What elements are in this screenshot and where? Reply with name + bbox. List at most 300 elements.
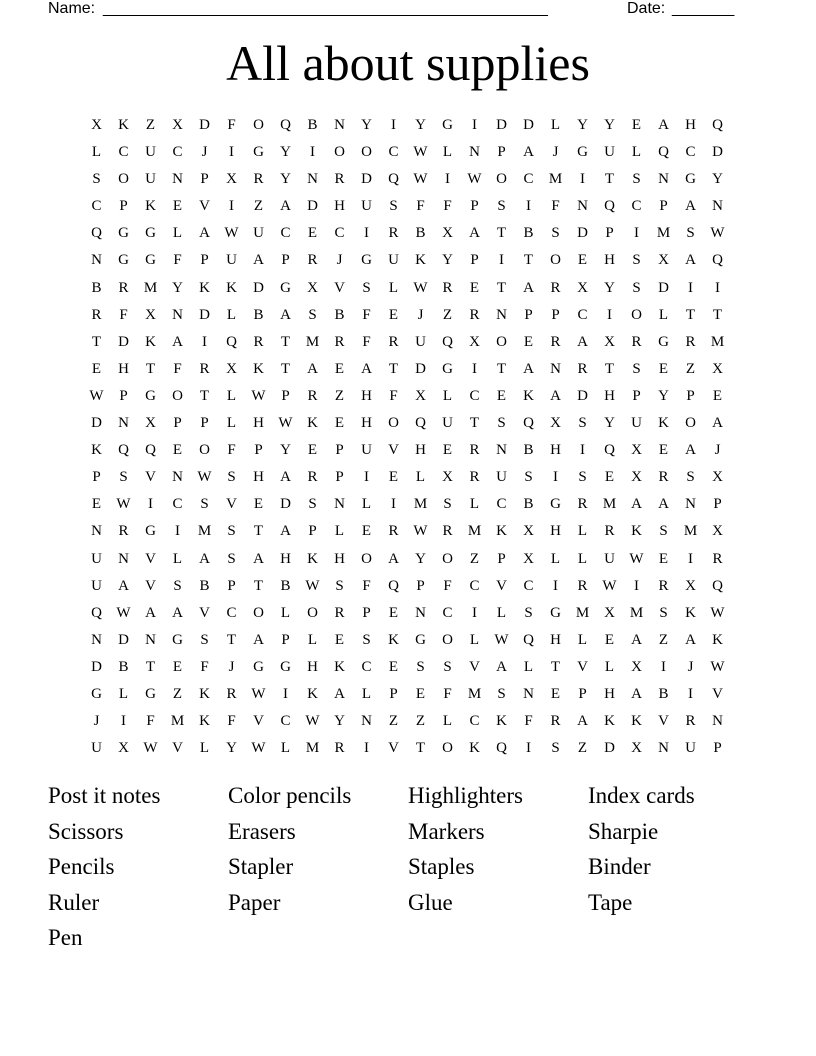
grid-letter[interactable]: S: [389, 198, 398, 215]
grid-letter[interactable]: A: [253, 550, 264, 567]
grid-letter[interactable]: A: [307, 360, 318, 377]
grid-letter[interactable]: L: [226, 415, 237, 432]
grid-letter[interactable]: H: [118, 360, 129, 377]
grid-letter[interactable]: S: [227, 523, 236, 540]
grid-letter[interactable]: A: [631, 496, 642, 513]
grid-letter[interactable]: L: [172, 550, 183, 567]
grid-letter[interactable]: I: [634, 225, 639, 242]
grid-letter[interactable]: A: [523, 360, 534, 377]
grid-letter[interactable]: I: [580, 442, 585, 459]
grid-letter[interactable]: S: [524, 604, 533, 621]
grid-letter[interactable]: K: [199, 685, 210, 702]
grid-letter[interactable]: X: [172, 117, 183, 133]
grid-letter[interactable]: E: [253, 496, 264, 513]
grid-letter[interactable]: P: [551, 306, 560, 323]
grid-letter[interactable]: R: [91, 306, 102, 323]
grid-letter[interactable]: P: [200, 252, 209, 269]
grid-letter[interactable]: X: [307, 279, 318, 296]
grid-letter[interactable]: M: [548, 171, 563, 188]
grid-letter[interactable]: U: [388, 252, 399, 269]
grid-letter[interactable]: L: [280, 740, 291, 757]
grid-letter[interactable]: E: [172, 198, 183, 215]
grid-letter[interactable]: L: [334, 523, 345, 540]
grid-letter[interactable]: Q: [712, 252, 723, 269]
grid-letter[interactable]: F: [551, 198, 560, 215]
grid-letter[interactable]: R: [388, 523, 399, 540]
grid-letter[interactable]: A: [658, 496, 669, 513]
grid-letter[interactable]: Q: [496, 740, 507, 757]
grid-letter[interactable]: S: [200, 496, 209, 513]
grid-letter[interactable]: Q: [91, 225, 102, 242]
grid-letter[interactable]: H: [280, 550, 291, 567]
grid-letter[interactable]: I: [661, 658, 666, 675]
grid-letter[interactable]: C: [280, 225, 291, 242]
grid-letter[interactable]: S: [119, 469, 128, 486]
grid-letter[interactable]: J: [228, 658, 235, 675]
grid-letter[interactable]: J: [417, 306, 424, 323]
grid-letter[interactable]: S: [686, 469, 695, 486]
grid-letter[interactable]: H: [550, 442, 561, 459]
grid-letter[interactable]: A: [280, 306, 291, 323]
grid-letter[interactable]: G: [685, 171, 696, 188]
grid-letter[interactable]: T: [496, 225, 507, 242]
grid-letter[interactable]: S: [578, 415, 587, 432]
grid-letter[interactable]: T: [388, 360, 399, 377]
grid-letter[interactable]: U: [361, 442, 372, 459]
grid-letter[interactable]: N: [172, 306, 183, 323]
grid-letter[interactable]: Q: [604, 198, 615, 215]
grid-letter[interactable]: R: [199, 360, 210, 377]
grid-letter[interactable]: W: [89, 387, 104, 404]
grid-letter[interactable]: Y: [658, 387, 669, 404]
grid-letter[interactable]: R: [469, 469, 480, 486]
grid-letter[interactable]: P: [173, 415, 182, 432]
grid-letter[interactable]: A: [253, 252, 264, 269]
grid-letter[interactable]: V: [658, 713, 669, 730]
grid-letter[interactable]: E: [496, 387, 507, 404]
grid-letter[interactable]: X: [712, 360, 723, 377]
grid-letter[interactable]: P: [632, 387, 641, 404]
grid-letter[interactable]: Q: [226, 333, 237, 350]
grid-letter[interactable]: H: [334, 550, 345, 567]
grid-letter[interactable]: D: [496, 117, 507, 133]
grid-letter[interactable]: R: [631, 333, 642, 350]
grid-letter[interactable]: C: [361, 658, 372, 675]
grid-letter[interactable]: B: [307, 117, 318, 133]
grid-letter[interactable]: G: [145, 387, 156, 404]
grid-letter[interactable]: J: [336, 252, 343, 269]
grid-letter[interactable]: I: [715, 279, 720, 296]
grid-letter[interactable]: U: [442, 415, 453, 432]
grid-letter[interactable]: U: [253, 225, 264, 242]
grid-letter[interactable]: H: [334, 198, 345, 215]
grid-letter[interactable]: M: [656, 225, 671, 242]
grid-letter[interactable]: E: [388, 469, 399, 486]
grid-letter[interactable]: S: [551, 225, 560, 242]
grid-letter[interactable]: S: [659, 604, 668, 621]
grid-letter[interactable]: F: [524, 713, 533, 730]
grid-letter[interactable]: P: [497, 144, 506, 161]
grid-letter[interactable]: W: [278, 415, 293, 432]
grid-letter[interactable]: R: [307, 252, 318, 269]
grid-letter[interactable]: W: [224, 225, 239, 242]
grid-letter[interactable]: U: [496, 469, 507, 486]
grid-letter[interactable]: C: [226, 604, 237, 621]
grid-letter[interactable]: M: [629, 604, 644, 621]
grid-letter[interactable]: O: [685, 415, 696, 432]
grid-letter[interactable]: D: [91, 415, 102, 432]
grid-letter[interactable]: U: [226, 252, 237, 269]
grid-letter[interactable]: Z: [685, 360, 696, 377]
grid-letter[interactable]: X: [226, 171, 237, 188]
grid-letter[interactable]: Q: [280, 117, 291, 133]
grid-letter[interactable]: L: [280, 604, 291, 621]
grid-letter[interactable]: W: [413, 144, 428, 161]
grid-letter[interactable]: L: [550, 117, 561, 133]
grid-letter[interactable]: A: [280, 198, 291, 215]
grid-letter[interactable]: A: [496, 658, 507, 675]
grid-letter[interactable]: B: [523, 225, 534, 242]
grid-letter[interactable]: P: [119, 387, 128, 404]
grid-letter[interactable]: N: [334, 117, 345, 133]
grid-letter[interactable]: W: [413, 279, 428, 296]
grid-letter[interactable]: C: [523, 171, 534, 188]
grid-letter[interactable]: P: [497, 550, 506, 567]
grid-letter[interactable]: A: [361, 360, 372, 377]
grid-letter[interactable]: B: [199, 577, 210, 594]
grid-letter[interactable]: U: [604, 144, 615, 161]
grid-letter[interactable]: R: [658, 577, 669, 594]
grid-letter[interactable]: R: [577, 360, 588, 377]
grid-letter[interactable]: W: [251, 685, 266, 702]
grid-letter[interactable]: P: [200, 415, 209, 432]
grid-letter[interactable]: K: [469, 740, 480, 757]
grid-letter[interactable]: G: [118, 252, 129, 269]
grid-letter[interactable]: A: [577, 713, 588, 730]
grid-letter[interactable]: E: [91, 496, 102, 513]
grid-letter[interactable]: Q: [658, 144, 669, 161]
grid-letter[interactable]: R: [388, 333, 399, 350]
grid-letter[interactable]: K: [307, 415, 318, 432]
grid-letter[interactable]: G: [145, 685, 156, 702]
grid-letter[interactable]: B: [91, 279, 102, 296]
grid-letter[interactable]: L: [631, 144, 642, 161]
grid-letter[interactable]: I: [364, 469, 369, 486]
grid-letter[interactable]: H: [361, 387, 372, 404]
grid-letter[interactable]: M: [305, 740, 320, 757]
grid-letter[interactable]: L: [658, 306, 669, 323]
grid-letter[interactable]: X: [577, 279, 588, 296]
grid-letter[interactable]: P: [416, 577, 425, 594]
grid-letter[interactable]: M: [305, 333, 320, 350]
grid-letter[interactable]: M: [197, 523, 212, 540]
grid-letter[interactable]: S: [362, 631, 371, 648]
grid-letter[interactable]: F: [443, 198, 452, 215]
grid-letter[interactable]: X: [118, 740, 129, 757]
grid-letter[interactable]: C: [469, 577, 480, 594]
grid-letter[interactable]: V: [145, 550, 156, 567]
grid-letter[interactable]: T: [253, 523, 264, 540]
grid-letter[interactable]: X: [604, 333, 615, 350]
grid-letter[interactable]: Q: [523, 415, 534, 432]
grid-letter[interactable]: K: [199, 713, 210, 730]
grid-letter[interactable]: R: [685, 713, 696, 730]
grid-letter[interactable]: X: [685, 577, 696, 594]
grid-letter[interactable]: Z: [172, 685, 183, 702]
grid-letter[interactable]: Q: [388, 577, 399, 594]
grid-letter[interactable]: Q: [415, 415, 426, 432]
grid-letter[interactable]: S: [227, 469, 236, 486]
grid-letter[interactable]: S: [443, 658, 452, 675]
grid-letter[interactable]: F: [389, 387, 398, 404]
grid-letter[interactable]: E: [712, 387, 723, 404]
grid-letter[interactable]: T: [145, 360, 156, 377]
grid-letter[interactable]: V: [145, 577, 156, 594]
grid-letter[interactable]: W: [602, 577, 617, 594]
grid-letter[interactable]: D: [118, 631, 129, 648]
grid-letter[interactable]: X: [631, 740, 642, 757]
grid-letter[interactable]: G: [658, 333, 669, 350]
grid-letter[interactable]: W: [251, 740, 266, 757]
grid-letter[interactable]: M: [602, 496, 617, 513]
grid-letter[interactable]: L: [442, 387, 453, 404]
grid-letter[interactable]: S: [632, 360, 641, 377]
grid-letter[interactable]: T: [280, 360, 291, 377]
grid-letter[interactable]: N: [415, 604, 426, 621]
grid-letter[interactable]: D: [604, 740, 615, 757]
grid-letter[interactable]: Y: [415, 117, 426, 133]
grid-letter[interactable]: E: [415, 685, 426, 702]
grid-letter[interactable]: Q: [712, 577, 723, 594]
grid-letter[interactable]: V: [334, 279, 345, 296]
grid-letter[interactable]: D: [118, 333, 129, 350]
grid-letter[interactable]: I: [688, 685, 693, 702]
grid-letter[interactable]: Y: [172, 279, 183, 296]
grid-letter[interactable]: N: [91, 631, 102, 648]
grid-letter[interactable]: S: [416, 658, 425, 675]
grid-letter[interactable]: G: [145, 252, 156, 269]
grid-letter[interactable]: G: [280, 279, 291, 296]
grid-letter[interactable]: E: [172, 442, 183, 459]
grid-letter[interactable]: L: [469, 631, 480, 648]
grid-letter[interactable]: U: [361, 198, 372, 215]
grid-letter[interactable]: O: [442, 631, 453, 648]
grid-letter[interactable]: F: [362, 577, 371, 594]
grid-letter[interactable]: P: [362, 604, 371, 621]
grid-letter[interactable]: A: [172, 604, 183, 621]
grid-letter[interactable]: I: [688, 550, 693, 567]
grid-letter[interactable]: Y: [577, 117, 588, 133]
grid-letter[interactable]: G: [118, 225, 129, 242]
grid-letter[interactable]: I: [229, 144, 234, 161]
grid-letter[interactable]: V: [253, 713, 264, 730]
grid-letter[interactable]: Z: [469, 550, 480, 567]
grid-letter[interactable]: Z: [334, 387, 345, 404]
grid-letter[interactable]: I: [688, 279, 693, 296]
grid-letter[interactable]: N: [361, 713, 372, 730]
grid-letter[interactable]: L: [577, 631, 588, 648]
grid-letter[interactable]: V: [577, 658, 588, 675]
grid-letter[interactable]: Y: [226, 740, 237, 757]
grid-letter[interactable]: M: [467, 685, 482, 702]
grid-letter[interactable]: K: [118, 117, 129, 133]
grid-letter[interactable]: I: [472, 117, 477, 133]
grid-letter[interactable]: T: [685, 306, 696, 323]
grid-letter[interactable]: O: [631, 306, 642, 323]
grid-letter[interactable]: T: [145, 658, 156, 675]
grid-letter[interactable]: C: [442, 604, 453, 621]
grid-letter[interactable]: Y: [712, 171, 723, 188]
grid-letter[interactable]: F: [227, 442, 236, 459]
grid-letter[interactable]: M: [143, 279, 158, 296]
grid-letter[interactable]: A: [631, 631, 642, 648]
grid-letter[interactable]: K: [226, 279, 237, 296]
grid-letter[interactable]: B: [253, 306, 264, 323]
grid-letter[interactable]: Z: [145, 117, 156, 133]
grid-letter[interactable]: I: [175, 523, 180, 540]
grid-letter[interactable]: B: [658, 685, 669, 702]
grid-letter[interactable]: F: [200, 658, 209, 675]
grid-letter[interactable]: E: [361, 523, 372, 540]
grid-letter[interactable]: X: [631, 442, 642, 459]
grid-letter[interactable]: W: [710, 658, 725, 675]
grid-letter[interactable]: O: [388, 415, 399, 432]
grid-letter[interactable]: C: [577, 306, 588, 323]
grid-letter[interactable]: G: [145, 225, 156, 242]
grid-letter[interactable]: E: [334, 631, 345, 648]
grid-letter[interactable]: F: [443, 577, 452, 594]
grid-letter[interactable]: A: [658, 117, 669, 133]
grid-letter[interactable]: I: [526, 198, 531, 215]
grid-letter[interactable]: E: [388, 604, 399, 621]
grid-letter[interactable]: K: [523, 387, 534, 404]
grid-letter[interactable]: Y: [280, 442, 291, 459]
grid-letter[interactable]: F: [146, 713, 155, 730]
grid-letter[interactable]: D: [199, 117, 210, 133]
grid-letter[interactable]: B: [118, 658, 129, 675]
grid-letter[interactable]: K: [631, 523, 642, 540]
grid-letter[interactable]: I: [391, 496, 396, 513]
grid-letter[interactable]: G: [91, 685, 102, 702]
grid-letter[interactable]: L: [361, 685, 372, 702]
grid-letter[interactable]: A: [172, 333, 183, 350]
grid-letter[interactable]: C: [685, 144, 696, 161]
grid-letter[interactable]: U: [91, 740, 102, 757]
grid-letter[interactable]: R: [442, 279, 453, 296]
grid-letter[interactable]: U: [145, 144, 156, 161]
grid-letter[interactable]: T: [523, 252, 534, 269]
grid-letter[interactable]: R: [469, 306, 480, 323]
grid-letter[interactable]: Q: [91, 604, 102, 621]
grid-letter[interactable]: M: [710, 333, 725, 350]
grid-letter[interactable]: R: [685, 333, 696, 350]
grid-letter[interactable]: L: [388, 279, 399, 296]
grid-letter[interactable]: C: [523, 577, 534, 594]
grid-letter[interactable]: B: [523, 442, 534, 459]
grid-letter[interactable]: E: [523, 333, 534, 350]
grid-letter[interactable]: Z: [658, 631, 669, 648]
grid-letter[interactable]: S: [578, 469, 587, 486]
grid-letter[interactable]: R: [550, 713, 561, 730]
grid-letter[interactable]: K: [145, 333, 156, 350]
grid-letter[interactable]: W: [710, 225, 725, 242]
grid-letter[interactable]: A: [685, 631, 696, 648]
grid-letter[interactable]: R: [577, 577, 588, 594]
grid-letter[interactable]: L: [496, 604, 507, 621]
grid-letter[interactable]: I: [499, 252, 504, 269]
grid-letter[interactable]: X: [523, 550, 534, 567]
grid-letter[interactable]: Y: [334, 713, 345, 730]
grid-letter[interactable]: L: [469, 496, 480, 513]
grid-letter[interactable]: M: [413, 496, 428, 513]
grid-letter[interactable]: J: [687, 658, 694, 675]
grid-letter[interactable]: I: [553, 577, 558, 594]
grid-letter[interactable]: C: [172, 144, 183, 161]
grid-letter[interactable]: S: [92, 171, 101, 188]
grid-letter[interactable]: W: [494, 631, 509, 648]
grid-letter[interactable]: W: [197, 469, 212, 486]
grid-letter[interactable]: N: [118, 550, 129, 567]
grid-letter[interactable]: E: [658, 360, 669, 377]
grid-letter[interactable]: K: [415, 252, 426, 269]
grid-letter[interactable]: I: [121, 713, 126, 730]
grid-letter[interactable]: Y: [604, 279, 615, 296]
grid-letter[interactable]: H: [604, 387, 615, 404]
grid-letter[interactable]: C: [172, 496, 183, 513]
grid-letter[interactable]: F: [362, 306, 371, 323]
grid-letter[interactable]: V: [496, 577, 507, 594]
grid-letter[interactable]: K: [685, 604, 696, 621]
grid-letter[interactable]: P: [281, 631, 290, 648]
grid-letter[interactable]: S: [200, 631, 209, 648]
grid-letter[interactable]: X: [712, 523, 723, 540]
grid-letter[interactable]: N: [118, 415, 129, 432]
grid-letter[interactable]: Y: [280, 144, 291, 161]
grid-letter[interactable]: K: [307, 685, 318, 702]
grid-letter[interactable]: O: [361, 144, 372, 161]
grid-letter[interactable]: Y: [415, 550, 426, 567]
grid-letter[interactable]: Z: [577, 740, 588, 757]
grid-letter[interactable]: P: [281, 252, 290, 269]
grid-letter[interactable]: W: [305, 577, 320, 594]
grid-letter[interactable]: A: [334, 685, 345, 702]
grid-letter[interactable]: A: [550, 387, 561, 404]
grid-letter[interactable]: T: [550, 658, 561, 675]
grid-letter[interactable]: W: [116, 496, 131, 513]
grid-letter[interactable]: R: [334, 171, 345, 188]
grid-letter[interactable]: T: [226, 631, 237, 648]
grid-letter[interactable]: O: [496, 171, 507, 188]
grid-letter[interactable]: P: [227, 577, 236, 594]
grid-letter[interactable]: N: [658, 171, 669, 188]
grid-letter[interactable]: E: [334, 415, 345, 432]
grid-letter[interactable]: H: [307, 658, 318, 675]
grid-letter[interactable]: O: [253, 604, 264, 621]
grid-letter[interactable]: H: [550, 523, 561, 540]
grid-letter[interactable]: U: [631, 415, 642, 432]
grid-letter[interactable]: N: [307, 171, 318, 188]
grid-letter[interactable]: P: [335, 469, 344, 486]
grid-letter[interactable]: O: [361, 550, 372, 567]
grid-letter[interactable]: L: [577, 523, 588, 540]
grid-letter[interactable]: V: [388, 442, 399, 459]
grid-letter[interactable]: L: [604, 658, 615, 675]
grid-letter[interactable]: D: [91, 658, 102, 675]
grid-letter[interactable]: O: [253, 117, 264, 133]
grid-letter[interactable]: M: [467, 523, 482, 540]
grid-letter[interactable]: A: [685, 442, 696, 459]
grid-letter[interactable]: G: [253, 144, 264, 161]
